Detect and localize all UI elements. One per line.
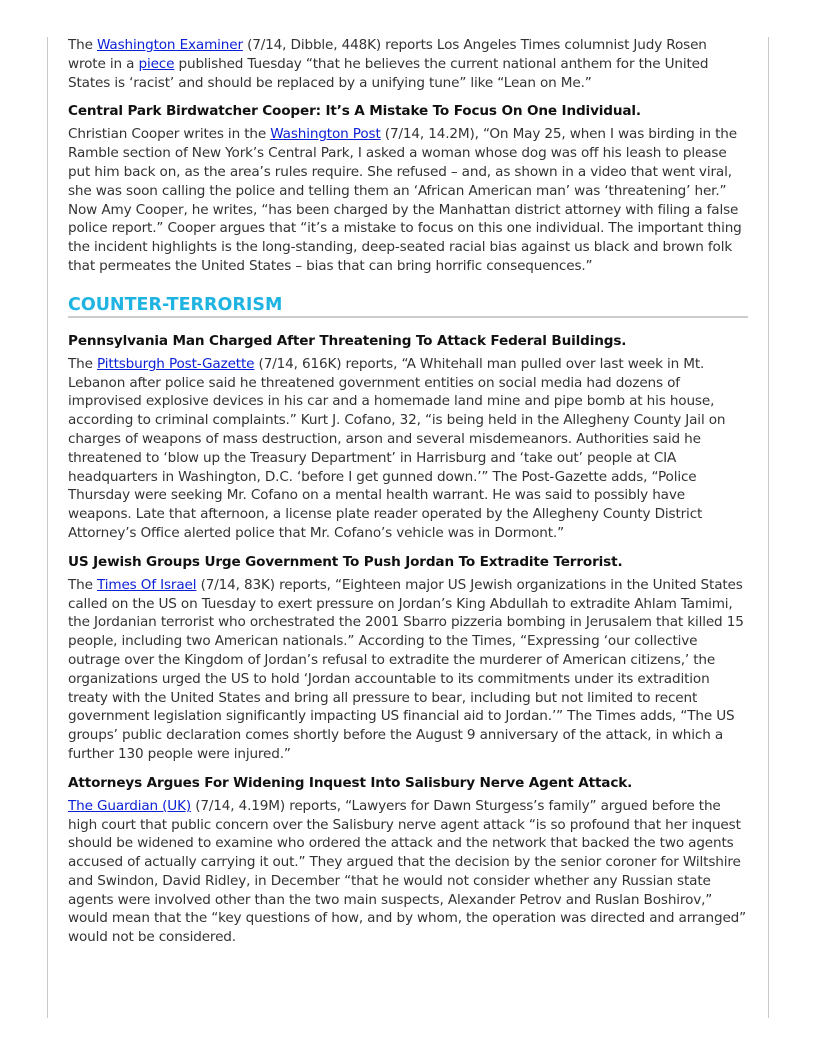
body-text: (7/14, 616K) reports, “A Whitehall man pulled over last week in Mt. Lebanon after police said he threatened government entities on social media had dozens of improvised explosive devices in his car and a homemade land mine and pipe bomb at his house, according to criminal complaints.” Kurt J. Cofano, 32, “is being held in the Allegheny County Jail on charges of weapons of mass destruction, arson and several misdemeanors. Authorities said he threatened to ‘blow up the Treasury Department’ in Harrisburg and ‘take out’ people at CIA headquarters in Washington, D.C. ‘before I get gunned down.’” The Post-Gazette adds, “Police Thursday were seeking Mr. Cofano on a mental health warrant. He was said to possibly have weapons. Late that afternoon, a license plate reader operated by the Allegheny County District Attorney’s Office alerted police that Mr. Cofano’s vehicle was in Dormont.”	[68, 355, 726, 541]
body-text: The	[68, 576, 98, 593]
article-anthem	[68, 36, 748, 92]
section-heading-counter-terrorism: COUNTER-TERRORISM	[68, 294, 748, 318]
body-text: published Tuesday “that he believes the current national anthem for the United States is ‘racist’ and should be replaced by a unifying tune” like “Lean on Me.”	[68, 55, 709, 91]
article-body	[68, 125, 748, 275]
body-text: (7/14, Dibble, 448K) reports Los Angeles Times columnist Judy Rosen wrote in a	[68, 37, 707, 72]
article-jewish-groups	[68, 553, 748, 764]
article-central-park	[68, 102, 748, 275]
article-body	[68, 355, 748, 543]
body-text: (7/14, 4.19M) reports, “Lawyers for Dawn Sturgess’s family” argued before the high court that public concern over the Salisbury nerve agent attack “is so profound that her inquest should be widened to examine who ordered the attack and the network that backed the two agents accused of actually carrying it out.” They argued that the decision by the senior coroner for Wiltshire and Swindon, David Ridley, in December “that he would not consider whether any Russian state agents were involved other than the two main suspects, Alexander Petrov and Ruslan Boshirov,” would mean that the “key questions of how, and by whom, the operation was directed and arranged” would not be considered.	[68, 797, 747, 946]
source-link-times-of-israel[interactable]: Times Of Israel	[97, 576, 197, 593]
article-body	[68, 36, 748, 92]
article-body	[68, 797, 748, 947]
source-link-the-guardian[interactable]: The Guardian (UK)	[68, 797, 192, 814]
newsletter-content	[68, 36, 748, 947]
body-text: The	[68, 355, 98, 372]
article-body	[68, 576, 748, 764]
source-link-washington-examiner[interactable]: Washington Examiner	[97, 37, 243, 53]
article-salisbury	[68, 774, 748, 947]
article-title: Central Park Birdwatcher Cooper: It’s A Mistake To Focus On One Individual.	[68, 103, 641, 120]
body-text: The	[68, 37, 98, 53]
article-title: Pennsylvania Man Charged After Threatening To Attack Federal Buildings.	[68, 332, 627, 349]
body-text: (7/14, 83K) reports, “Eighteen major US Jewish organizations in the United States called on the US on Tuesday to exert pressure on Jordan’s King Abdullah to extradite Ahlam Tamimi, the Jordanian terrorist who orchestrated the 2001 Sbarro pizzeria bombing in Jerusalem that killed 15 people, including two American nationals.” According to the Times, “Expressing ‘our collective outrage over the Kingdom of Jordan’s refusal to extradite the murderer of American citizens,’ the organizations urged the US to hold ‘Jordan accountable to its commitments under its extradition treaty with the United States and bring all pressure to bear, including but not limited to recent government legislation significantly impacting US financial aid to Jordan.’” The Times adds, “The US groups’ public declaration comes shortly before the August 9 anniversary of the attack, in which a further 130 people were injured.”	[68, 576, 744, 762]
source-link-washington-post[interactable]: Washington Post	[270, 126, 381, 143]
article-pennsylvania	[68, 332, 748, 543]
article-title: Attorneys Argues For Widening Inquest Into Salisbury Nerve Agent Attack.	[68, 774, 633, 791]
source-link-pittsburgh-post-gazette[interactable]: Pittsburgh Post-Gazette	[97, 355, 255, 372]
body-text: (7/14, 14.2M), “On May 25, when I was birding in the Ramble section of New York’s Central Park, I asked a woman whose dog was off his leash to please put him back on, as the area’s rules require. She refused – and, as shown in a video that went viral, she was soon calling the police and telling them an ‘African American man’ was ‘threatening’ her.” Now Amy Cooper, he writes, “has been charged by the Manhattan district attorney with filing a false police report.” Cooper argues that “it’s a mistake to focus on this one individual. The important thing the incident highlights is the long-standing, deep-seated racial bias against us black and brown folk that permeates the United States – bias that can bring horrific consequences.”	[68, 126, 742, 274]
piece-link[interactable]: piece	[138, 55, 175, 72]
article-title: US Jewish Groups Urge Government To Push Jordan To Extradite Terrorist.	[68, 553, 623, 570]
body-text: Christian Cooper writes in the	[68, 126, 271, 143]
